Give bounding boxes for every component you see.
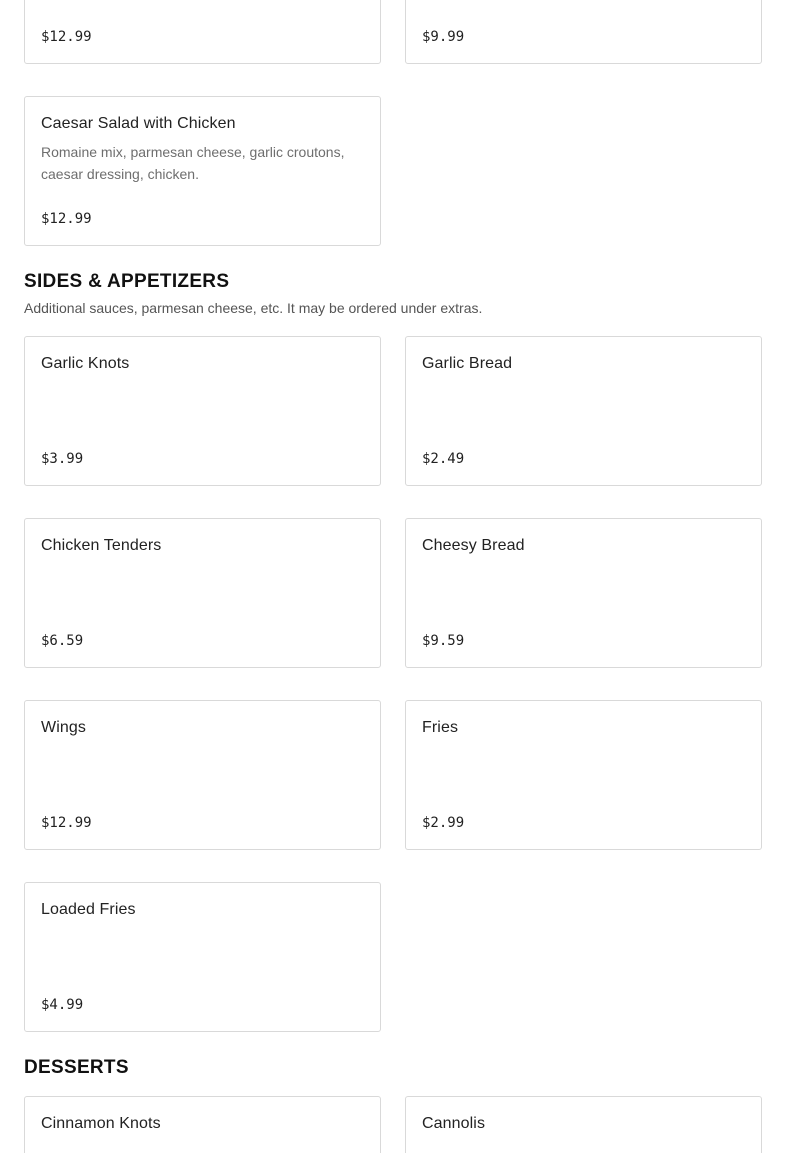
menu-item-card[interactable] [405,700,762,850]
item-description: Romaine mix, parmesan cheese, garlic croutons, caesar dressing, chicken. [41,144,345,182]
section-note-sides: Additional sauces, parmesan cheese, etc. It may be ordered under extras. [24,300,483,316]
item-price: $2.49 [422,451,465,467]
menu-item-card[interactable] [24,882,381,1032]
menu-item-card[interactable] [405,336,762,486]
item-name: Chicken Tenders [41,537,162,554]
item-name: Cannolis [422,1115,486,1132]
menu-item-card[interactable] [24,0,381,64]
item-name: Loaded Fries [41,901,136,918]
menu-item-card[interactable] [405,0,762,64]
item-price: $9.99 [422,29,465,45]
menu-item-card[interactable] [24,518,381,668]
item-price: $3.99 [41,451,84,467]
item-price: $12.99 [41,211,92,227]
section-title-sides: SIDES & APPETIZERS [24,271,230,292]
section-title-desserts: DESSERTS [24,1057,129,1078]
menu-item-card[interactable] [24,1096,381,1153]
item-name: Cheesy Bread [422,537,525,554]
item-name: Wings [41,719,86,736]
menu-item-card[interactable] [405,1096,762,1153]
menu-item-card[interactable] [24,336,381,486]
item-price: $12.99 [41,29,92,45]
menu-item-card[interactable] [24,96,381,246]
item-name: Garlic Bread [422,355,513,372]
item-price: $12.99 [41,815,92,831]
menu-item-card[interactable] [24,700,381,850]
item-name: Garlic Knots [41,355,130,372]
item-price: $4.99 [41,997,84,1013]
item-price: $2.99 [422,815,465,831]
menu-item-card[interactable] [405,518,762,668]
item-name: Caesar Salad with Chicken [41,115,236,132]
item-price: $6.59 [41,633,84,649]
item-name: Cinnamon Knots [41,1115,161,1132]
item-price: $9.59 [422,633,465,649]
item-name: Fries [422,719,459,736]
